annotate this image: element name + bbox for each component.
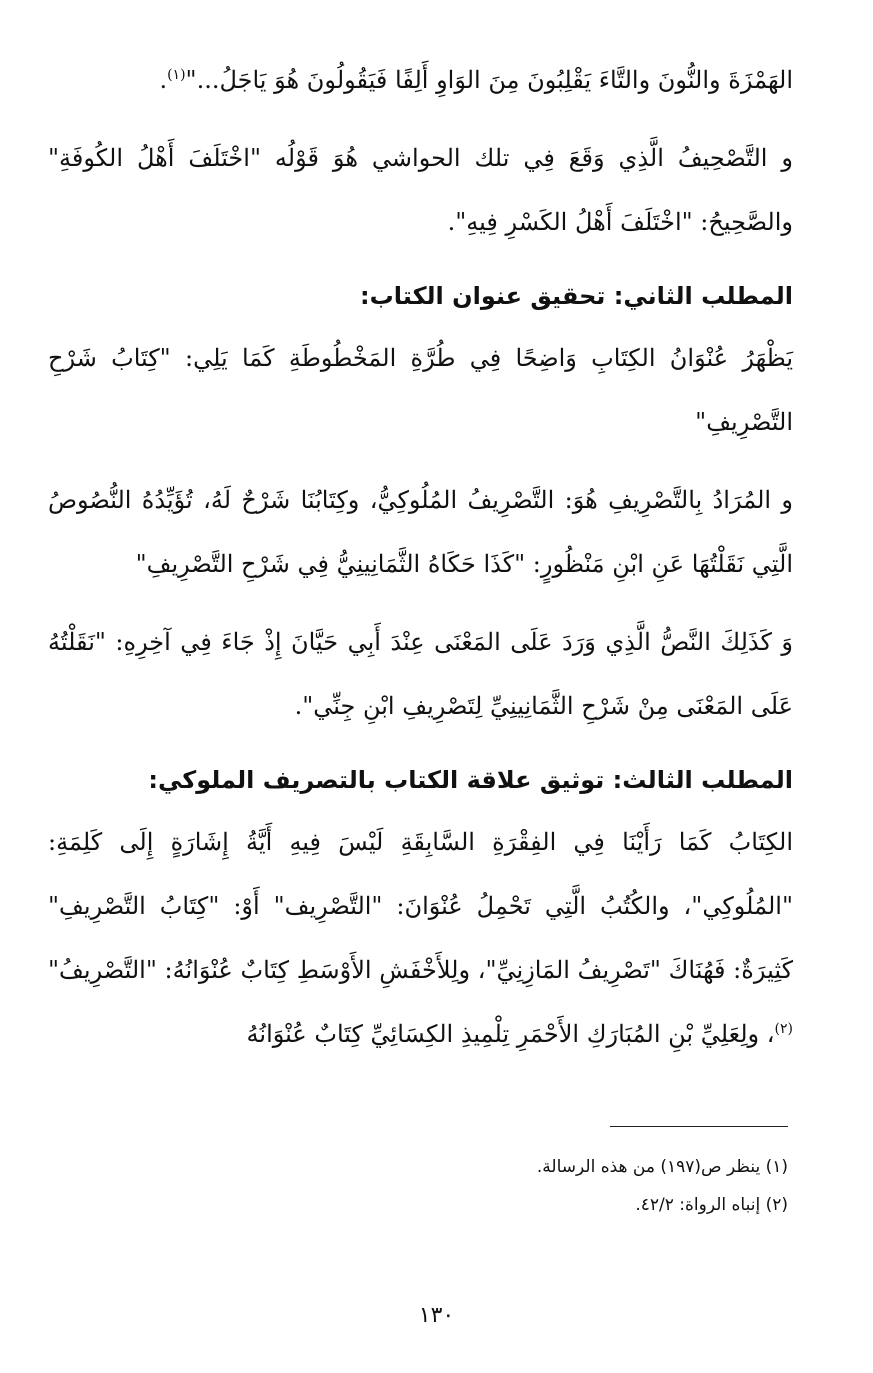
footnote-separator [610, 1126, 788, 1127]
paragraph-2: و التَّصْحِيفُ الَّذِي وَقَعَ فِي تلك الحواشي هُوَ قَوْلُه "اخْتَلَفَ أَهْلُ الكُوفَةِ" والصَّحِيحُ: "اخْتَلَفَ أَهْلُ الكَسْرِ فِيهِ". [48, 144, 793, 236]
paragraph-5: وَ كَذَلِكَ النَّصُّ الَّذِي وَرَدَ عَلَى المَعْنَى عِنْدَ أَبِي حَيَّانَ إِذْ جَاءَ فِي آخِرِهِ: "نَقَلْتُهُ عَلَى المَعْنَى مِنْ شَرْحِ الثَّمَانِينِيِّ لِتَصْرِيفِ ابْنِ جِنِّي". [48, 628, 793, 720]
section-heading-2: المطلب الثاني: تحقيق عنوان الكتاب: [360, 282, 793, 310]
paragraph-1 [48, 48, 793, 112]
section-heading-3: المطلب الثالث: توثيق علاقة الكتاب بالتصريف الملوكي: [148, 766, 793, 794]
page-body [48, 48, 793, 1080]
footnote-ref-2[interactable]: (٢) [774, 1021, 793, 1037]
paragraph-6 [48, 810, 793, 1066]
footnote-2: (٢) إنباه الرواة: ٤٢/٢. [635, 1195, 788, 1215]
footnote-ref-1[interactable]: (١) [167, 67, 186, 83]
paragraph-6-text: الكِتَابُ كَمَا رَأَيْنَا فِي الفِقْرَةِ السَّابِقَةِ لَيْسَ فِيهِ أَيَّةُ إِشَارَةٍ إِلَى كَلِمَةِ: "المُلُوكِي"، والكُتُبُ الَّتِي تَحْمِلُ عُنْوَانَ: "التَّصْرِيف" أَوْ: "كِتَابُ التَّصْرِيفِ" كَثِيرَةٌ: فَهُنَاكَ "تَصْرِيفُ المَازِنِيِّ"، ولِلأَخْفَشِ الأَوْسَطِ كِتَابٌ عُنْوَانُهُ: "التَّصْرِيفُ" [48, 828, 793, 984]
footnote-1: (١) ينظر ص(١٩٧) من هذه الرسالة. [536, 1157, 788, 1177]
footnotes [88, 1148, 788, 1224]
paragraph-6-end: ، ولِعَلِيِّ بْنِ المُبَارَكِ الأَحْمَرِ تِلْمِيذِ الكِسَائِيِّ كِتَابٌ عُنْوَانُهُ [246, 1020, 775, 1048]
paragraph-3: يَظْهَرُ عُنْوَانُ الكِتَابِ وَاضِحًا فِي طُرَّةِ المَخْطُوطَةِ كَمَا يَلِي: "كِتَابُ شَرْحِ التَّصْرِيفِ" [48, 344, 793, 436]
paragraph-1-end: . [159, 66, 168, 94]
page-number: ١٣٠ [418, 1303, 455, 1328]
paragraph-1-text: الهَمْزَةَ والنُّونَ والتَّاءَ يَقْلِبُونَ مِنَ الوَاوِ أَلِفًا فَيَقُولُونَ هُوَ يَاجَلُ..." [185, 66, 793, 94]
paragraph-4: و المُرَادُ بِالتَّصْرِيفِ هُوَ: التَّصْرِيفُ المُلُوكِيُّ، وكِتَابُنَا شَرْحٌ لَهُ، تُؤَيِّدُهُ النُّصُوصُ الَّتِي نَقَلْتُهَا عَنِ ابْنِ مَنْظُورٍ: "كَذَا حَكَاهُ الثَّمَانِينِيُّ فِي شَرْحِ التَّصْرِيفِ" [48, 486, 793, 578]
